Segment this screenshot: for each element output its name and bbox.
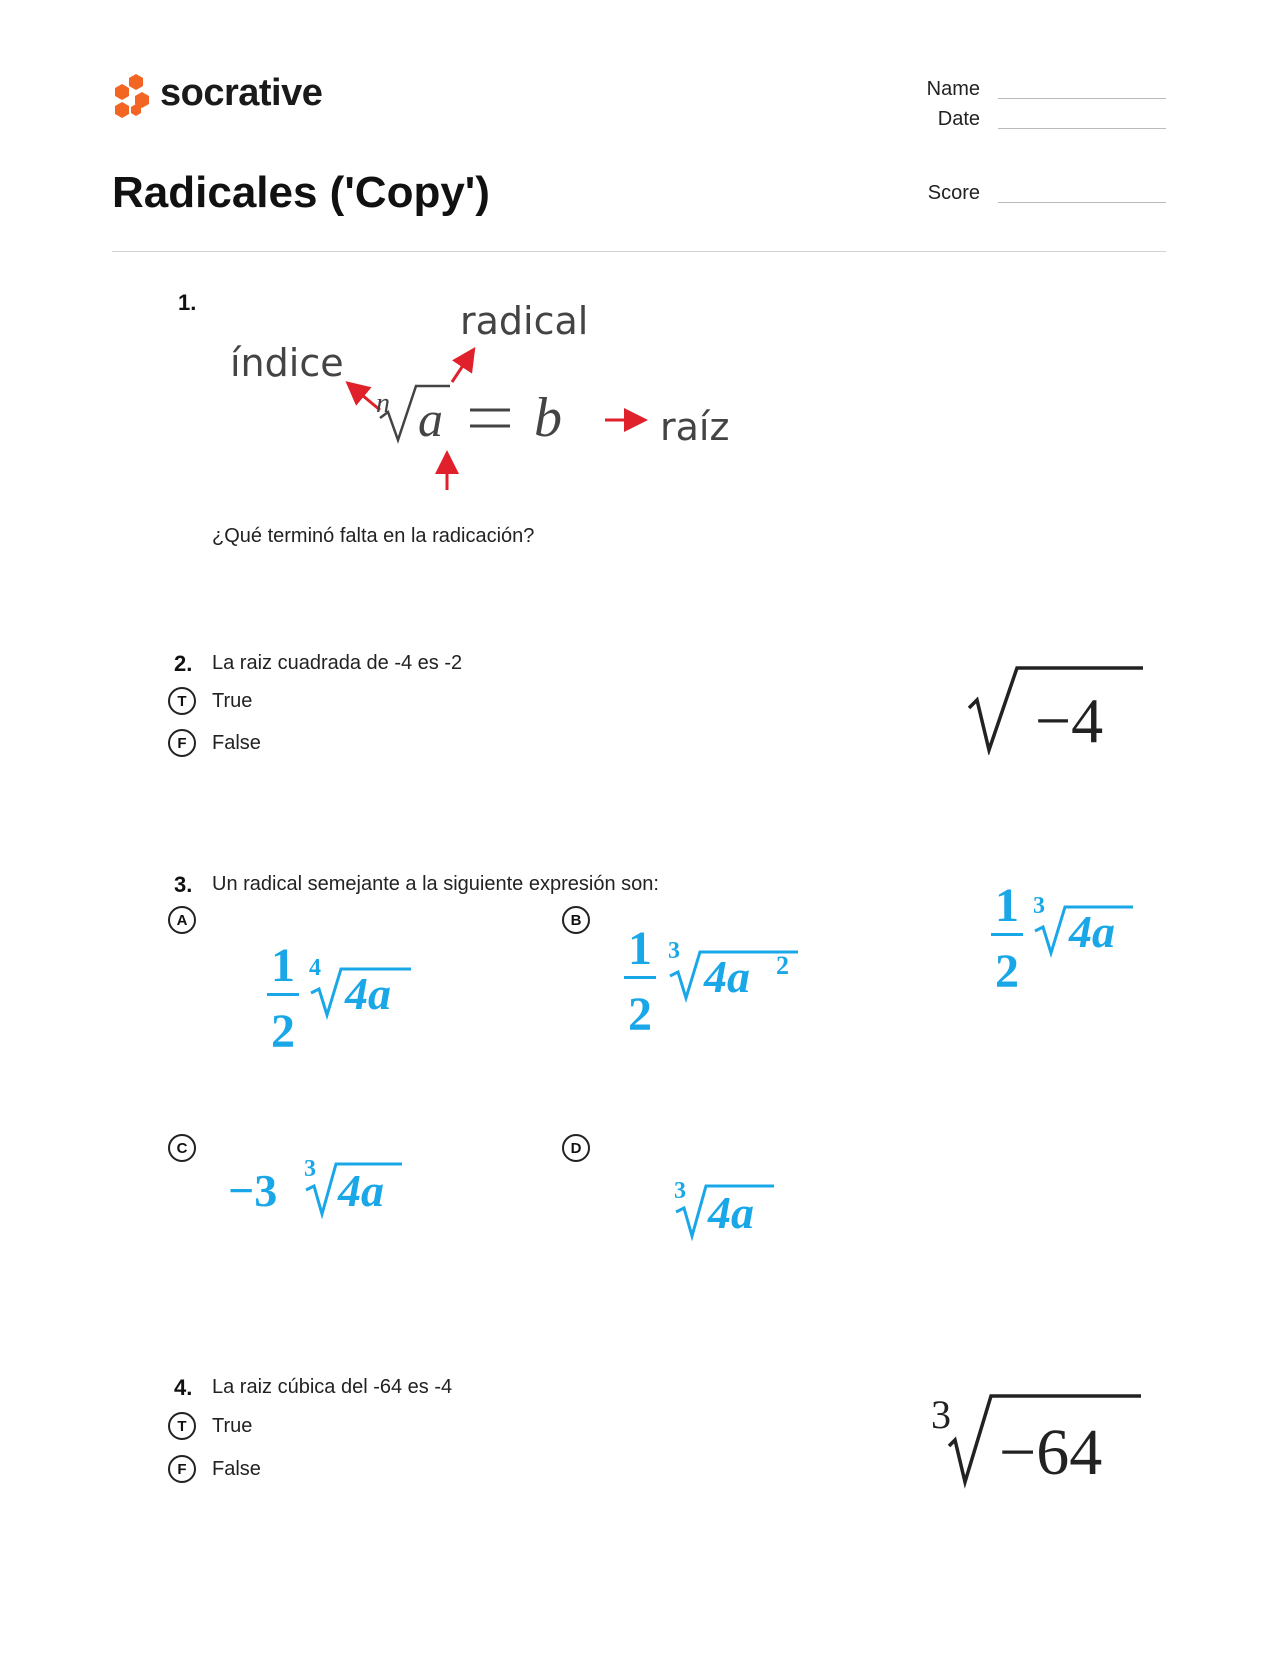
svg-text:3: 3 (304, 1156, 316, 1182)
question-number: 3. (174, 872, 193, 897)
svg-text:1: 1 (628, 922, 652, 975)
cube-root-minus-64-image (925, 1370, 1145, 1490)
result-symbol: b (534, 387, 562, 449)
sqrt-minus-4-image (965, 640, 1145, 755)
option-true-label[interactable]: True (212, 1415, 253, 1437)
svg-text:2: 2 (776, 951, 789, 980)
svg-text:3: 3 (668, 938, 680, 964)
radical-arrow (452, 352, 472, 382)
question-text: La raiz cúbica del -64 es -4 (212, 1376, 453, 1398)
svg-text:−64: −64 (999, 1416, 1103, 1489)
question-text: Un radical semejante a la siguiente expresión son: (212, 873, 659, 895)
name-field[interactable] (998, 98, 1166, 99)
svg-text:4: 4 (309, 955, 321, 981)
radical-label: radical (460, 299, 589, 343)
index-symbol: n (376, 388, 390, 419)
root-label: raíz (660, 405, 730, 449)
svg-text:3: 3 (674, 1178, 686, 1204)
svg-text:4a: 4a (338, 1165, 384, 1216)
brand-name: socrative (160, 72, 323, 114)
option-d-radio[interactable]: D (562, 1134, 590, 1162)
question-text: La raiz cuadrada de -4 es -2 (212, 652, 463, 674)
svg-text:1: 1 (995, 879, 1019, 932)
svg-text:2: 2 (271, 1005, 295, 1058)
svg-text:2: 2 (995, 945, 1019, 998)
score-field[interactable] (998, 202, 1166, 203)
date-label: Date (937, 108, 980, 130)
svg-text:3: 3 (931, 1392, 951, 1437)
index-label: índice (230, 341, 344, 385)
svg-text:4a: 4a (345, 968, 391, 1019)
option-a-expression[interactable] (265, 935, 425, 1065)
option-b-radio[interactable]: B (562, 906, 590, 934)
svg-text:4a: 4a (704, 951, 750, 1002)
svg-text:1: 1 (271, 939, 295, 992)
svg-text:4a: 4a (708, 1187, 754, 1238)
option-true-label[interactable]: True (212, 690, 253, 712)
option-true-radio[interactable]: T (168, 687, 196, 715)
option-d-expression[interactable] (672, 1172, 782, 1252)
question-number: 4. (174, 1375, 193, 1400)
question-text: ¿Qué terminó falta en la radicación? (212, 525, 535, 547)
option-true-radio[interactable]: T (168, 1412, 196, 1440)
svg-text:2: 2 (628, 988, 652, 1041)
option-false-label[interactable]: False (212, 1458, 261, 1480)
svg-text:−4: −4 (1035, 685, 1104, 755)
reference-expression-image (985, 875, 1145, 1005)
question-number: 2. (174, 651, 193, 676)
question-number: 1. (178, 290, 197, 315)
header-divider (112, 251, 1166, 252)
radical-diagram (220, 290, 740, 520)
option-false-radio[interactable]: F (168, 1455, 196, 1483)
page-title: Radicales ('Copy') (112, 168, 490, 217)
option-b-expression[interactable] (622, 918, 812, 1048)
option-c-expression[interactable] (226, 1150, 416, 1230)
svg-text:−3: −3 (228, 1165, 278, 1216)
socrative-logo-icon (112, 72, 152, 122)
option-a-radio[interactable]: A (168, 906, 196, 934)
score-label: Score (927, 182, 980, 204)
name-label: Name (926, 78, 980, 100)
option-false-label[interactable]: False (212, 732, 261, 754)
svg-text:3: 3 (1033, 893, 1045, 919)
date-field[interactable] (998, 128, 1166, 129)
option-false-radio[interactable]: F (168, 729, 196, 757)
option-c-radio[interactable]: C (168, 1134, 196, 1162)
svg-text:4a: 4a (1069, 906, 1115, 957)
radicand-symbol: a (418, 391, 443, 447)
